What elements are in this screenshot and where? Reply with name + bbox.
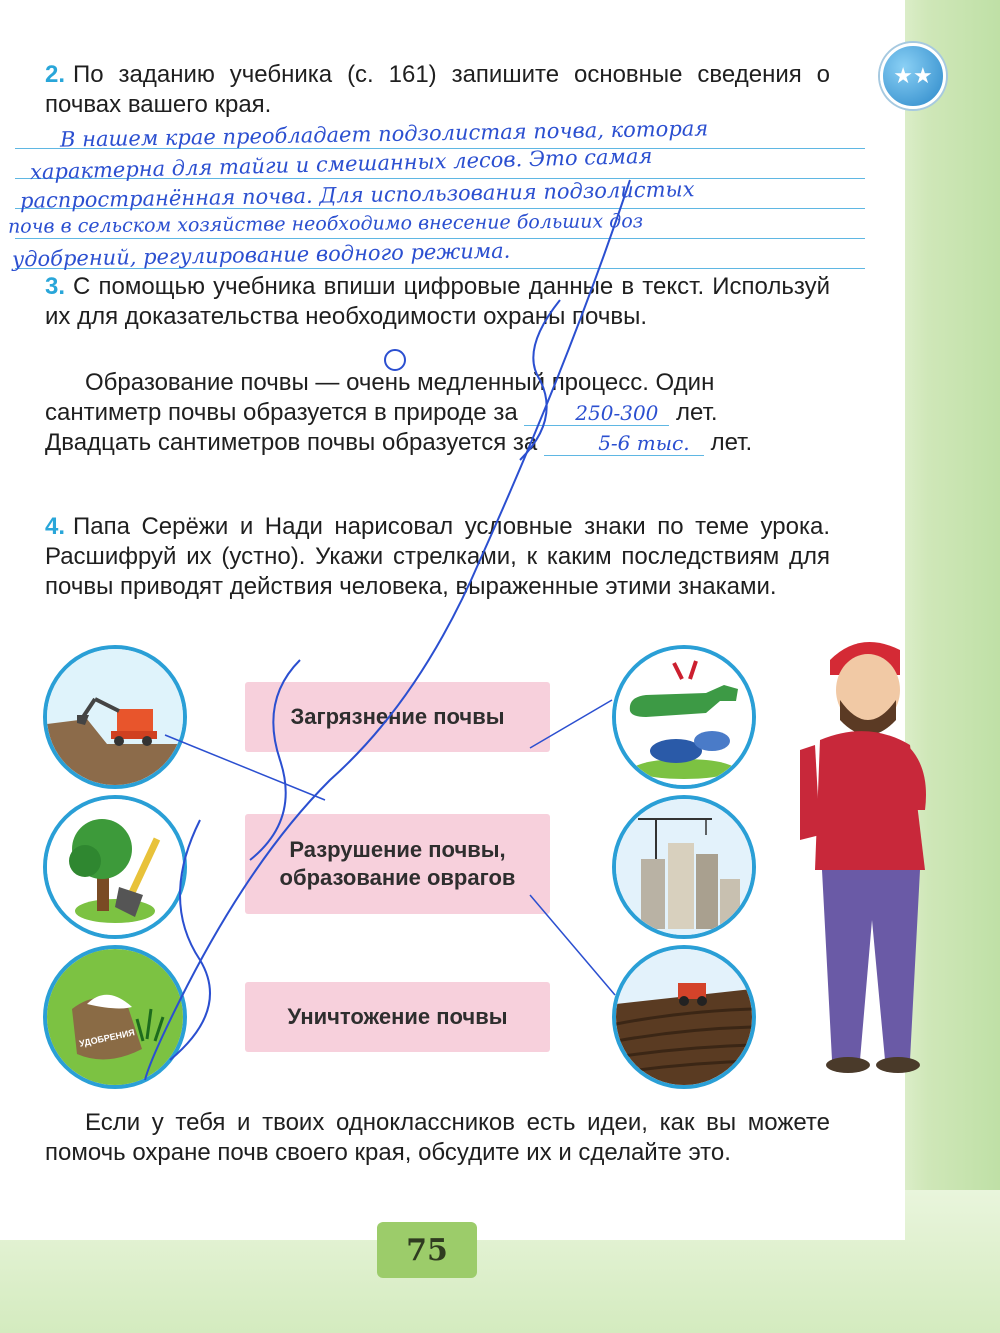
page-number: 75 — [377, 1222, 477, 1278]
soil-formation-paragraph: Образование почвы — очень медленный процесс. Один сантиметр почвы образуется в природе за 250-300 лет. Двадцать сантиметров почвы образуется за 5-6 тыс. лет. — [45, 369, 753, 456]
task-3-text: С помощью учебника впиши цифровые данные в текст. Используй их для доказательства необходимости охраны почвы. — [45, 273, 830, 330]
scribble-stroke — [250, 660, 300, 860]
task-number: 4. — [45, 513, 66, 540]
scribble-stroke — [145, 180, 630, 1080]
difficulty-stars-icon: ★★ — [880, 43, 946, 109]
handwritten-answer-line-1: В нашем крае преобладает подзолистая почва, которая — [59, 116, 709, 152]
answer-arrow — [530, 700, 612, 748]
handwritten-answer-line-5: удобрений, регулирование водного режима. — [11, 238, 511, 272]
answer-arrow — [165, 735, 325, 800]
handwritten-answer-line-4: почв в сельском хозяйстве необходимо внесение больших доз — [7, 210, 644, 238]
consequence-destruction-ravines[interactable]: Разрушение почвы, образование оврагов — [245, 814, 550, 914]
closing-paragraph: Если у тебя и твоих одноклассников есть идеи, как вы можете помочь охране почв своего края, обсудите их и сделайте это. — [45, 1109, 830, 1166]
scribble-stroke — [385, 350, 405, 370]
scribble-stroke — [170, 820, 210, 1060]
answer-arrow — [530, 895, 615, 995]
answer-blank-1[interactable]: 250-300 — [524, 401, 669, 426]
task-4-text: Папа Серёжи и Нади нарисовал условные знаки по теме урока. Расшифруй их (устно). Укажи стрелками, к каким последствиям для почвы приводят действия человека, выраженные этими знаками. — [45, 513, 830, 600]
scribble-stroke — [520, 300, 560, 460]
consequence-pollution[interactable]: Загрязнение почвы — [245, 682, 550, 752]
answer-blank-2[interactable]: 5-6 тыс. — [544, 431, 704, 456]
task-2-text: По заданию учебника (с. 161) запишите основные сведения о почвах вашего края. — [45, 61, 830, 118]
consequence-elimination[interactable]: Уничтожение почвы — [245, 982, 550, 1052]
handwritten-answer-line-3: распространённая почва. Для использования подзолистых — [19, 177, 695, 213]
fertilizer-label: УДОБРЕНИЯ — [78, 1027, 136, 1049]
task-number: 2. — [45, 61, 66, 88]
handwritten-answer-line-2: характерна для тайги и смешанных лесов. Это самая — [29, 143, 653, 185]
task-number: 3. — [45, 273, 66, 300]
